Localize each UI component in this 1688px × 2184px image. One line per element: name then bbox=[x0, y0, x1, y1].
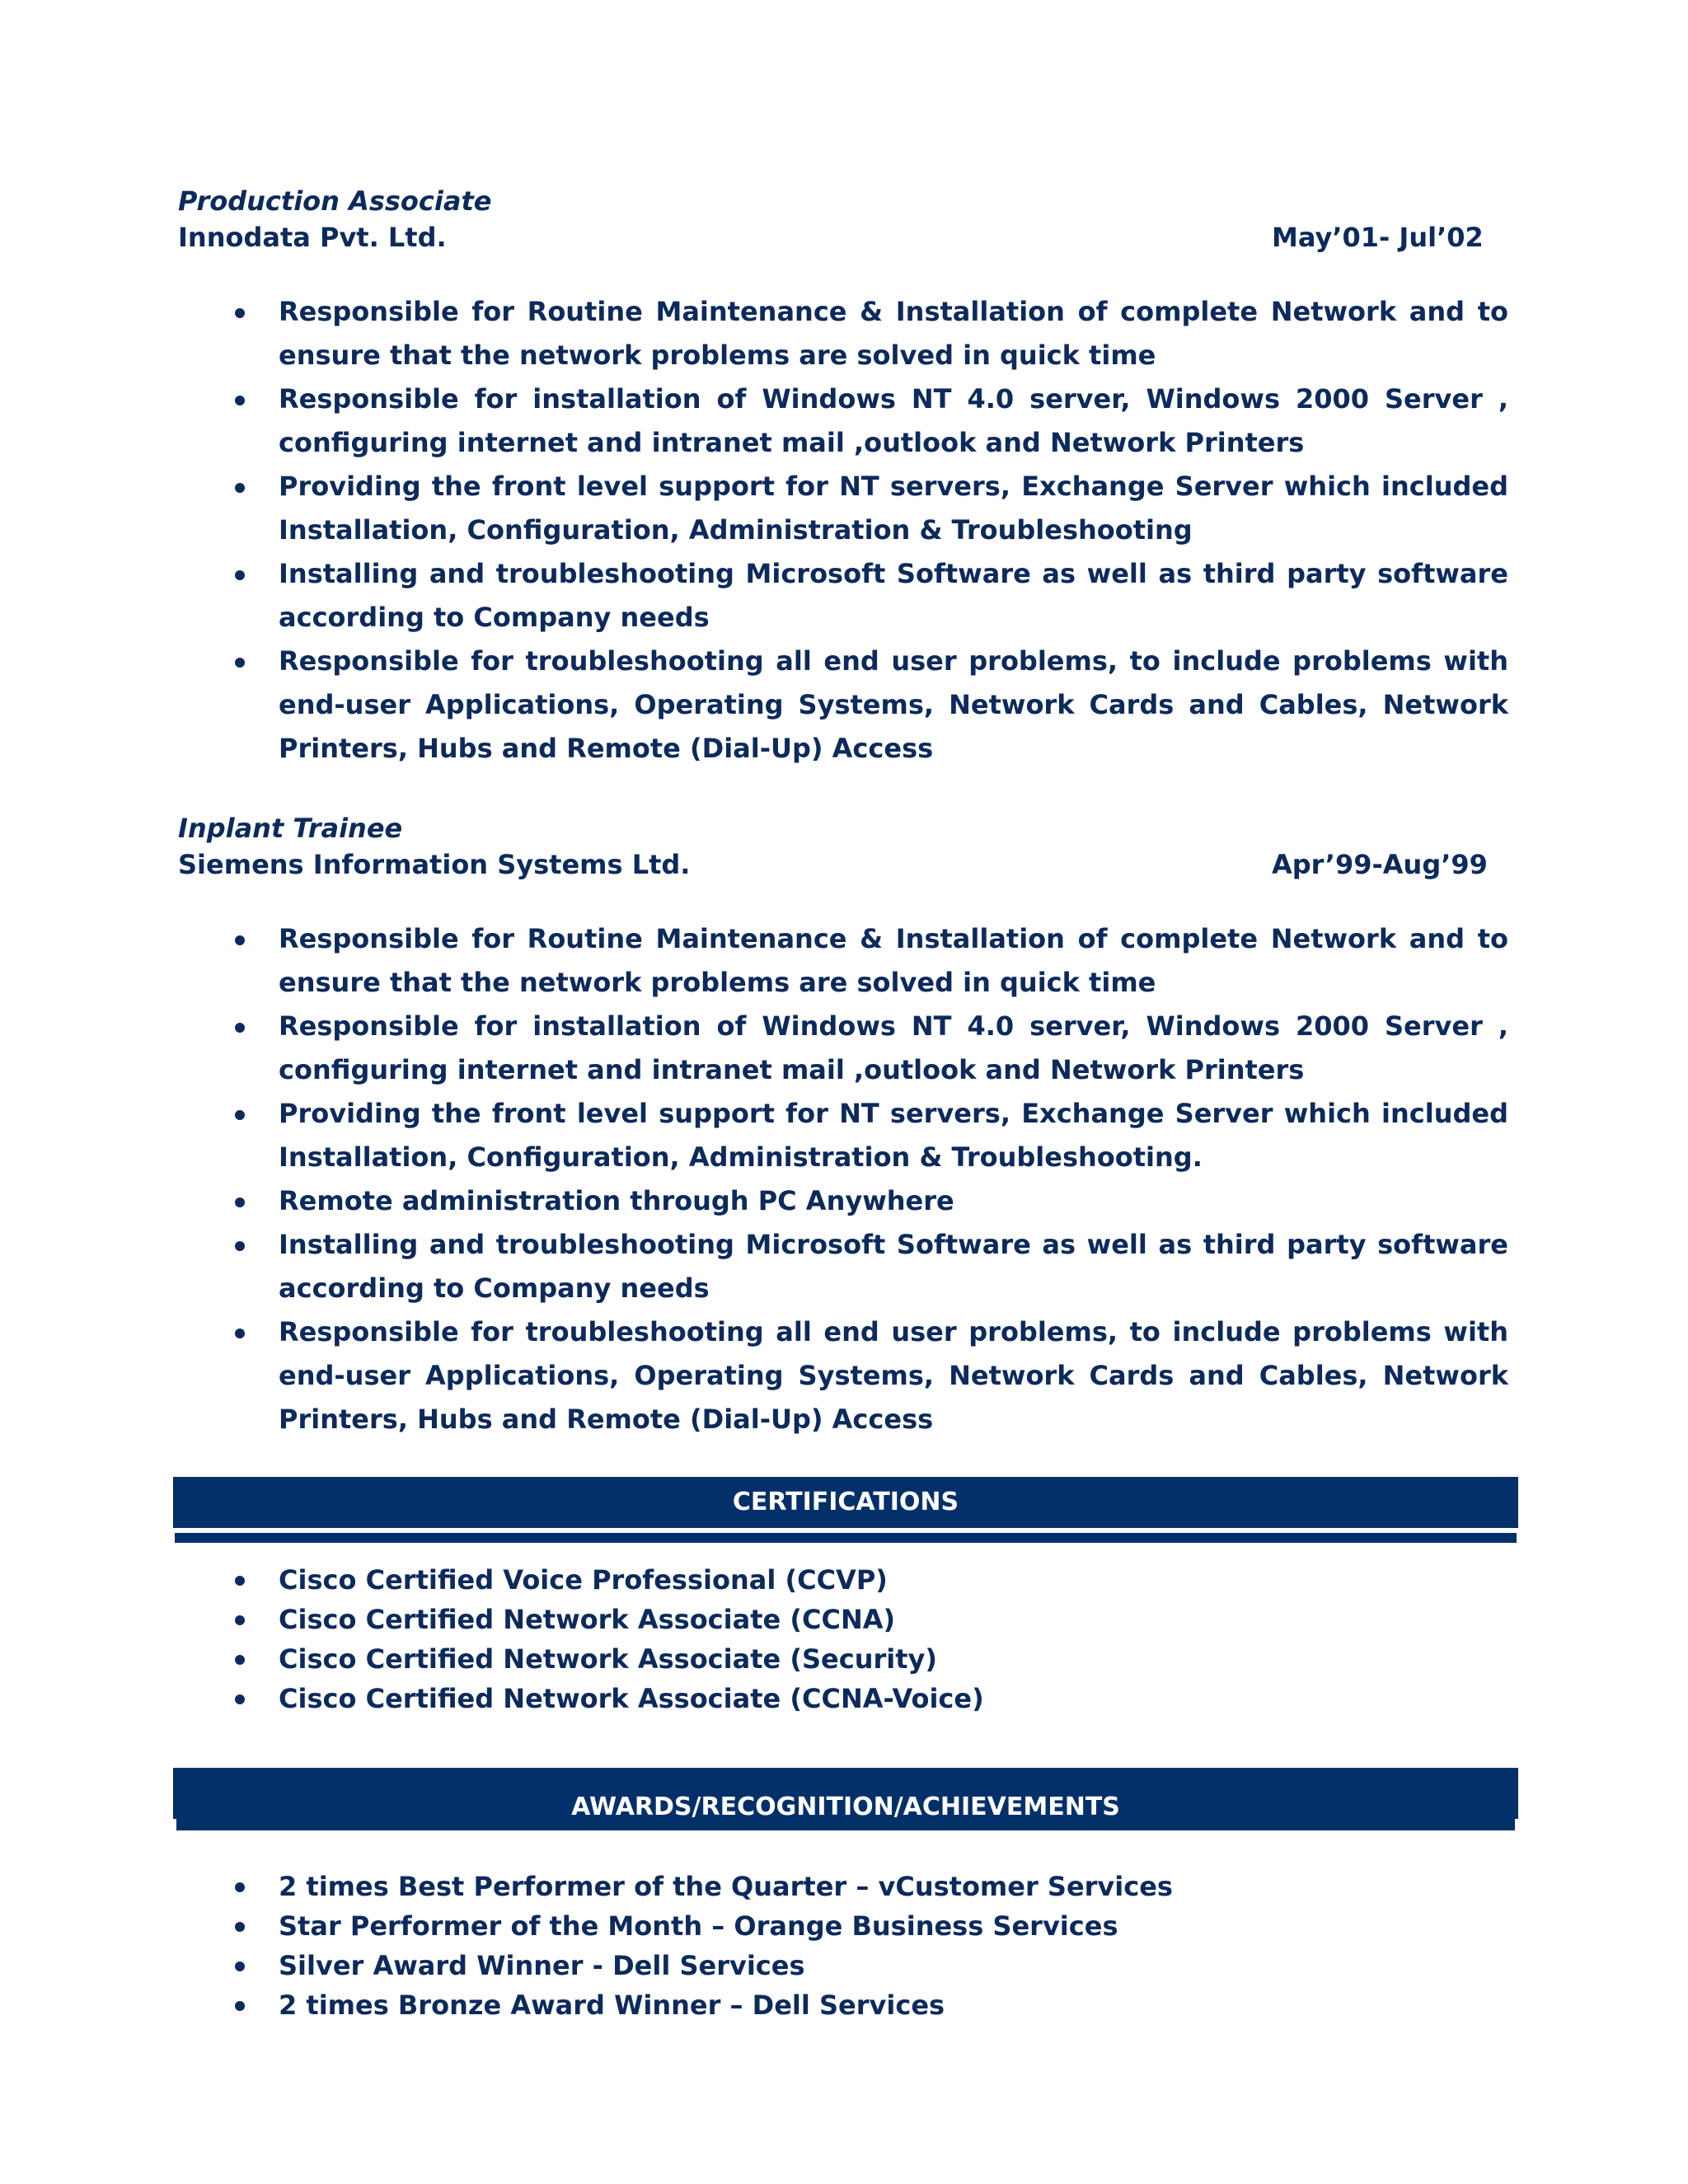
job-entry-production-associate bbox=[178, 183, 1513, 257]
section-divider bbox=[176, 1819, 1515, 1830]
list-item: Providing the front level support for NT servers, Exchange Server which included Installation, Configuration, Administration & Troubleshooting bbox=[226, 465, 1508, 552]
list-item: Cisco Certified Network Associate (CCNA-Voice) bbox=[226, 1679, 1508, 1718]
job-dates: Apr’99-Aug’99 bbox=[1272, 849, 1488, 880]
job-company: Siemens Information Systems Ltd. bbox=[178, 849, 691, 880]
list-item: Silver Award Winner - Dell Services bbox=[226, 1946, 1508, 1985]
job-company-row bbox=[178, 846, 1513, 884]
section-divider bbox=[175, 1533, 1517, 1543]
list-item: Installing and troubleshooting Microsoft Software as well as third party software according to Company needs bbox=[226, 1223, 1508, 1310]
job-responsibilities-list bbox=[226, 290, 1508, 771]
list-item: Providing the front level support for NT servers, Exchange Server which included Installation, Configuration, Administration & Troubleshooting. bbox=[226, 1092, 1508, 1179]
job-company-row bbox=[178, 219, 1513, 257]
job-company: Innodata Pvt. Ltd. bbox=[178, 222, 447, 253]
awards-list bbox=[226, 1867, 1508, 2025]
list-item: Responsible for Routine Maintenance & Installation of complete Network and to ensure that the network problems are solved in quick time bbox=[226, 290, 1508, 377]
list-item: 2 times Best Performer of the Quarter – vCustomer Services bbox=[226, 1867, 1508, 1906]
list-item: Responsible for installation of Windows NT 4.0 server, Windows 2000 Server , configuring internet and intranet mail ,outlook and Network Printers bbox=[226, 1005, 1508, 1092]
list-item: 2 times Bronze Award Winner – Dell Services bbox=[226, 1985, 1508, 2025]
certifications-heading: CERTIFICATIONS bbox=[173, 1477, 1518, 1528]
job-entry-inplant-trainee bbox=[178, 810, 1513, 884]
list-item: Cisco Certified Voice Professional (CCVP) bbox=[226, 1560, 1508, 1600]
list-item: Cisco Certified Network Associate (CCNA) bbox=[226, 1600, 1508, 1639]
job-responsibilities-list bbox=[226, 917, 1508, 1441]
list-item: Responsible for troubleshooting all end user problems, to include problems with end-user Applications, Operating Systems, Network Cards and Cables, Network Printers, Hubs and Remote (Dial-Up) Access bbox=[226, 640, 1508, 771]
list-item: Responsible for troubleshooting all end user problems, to include problems with end-user Applications, Operating Systems, Network Cards and Cables, Network Printers, Hubs and Remote (Dial-Up) Access bbox=[226, 1310, 1508, 1441]
list-item: Responsible for Routine Maintenance & Installation of complete Network and to ensure that the network problems are solved in quick time bbox=[226, 917, 1508, 1005]
certifications-list bbox=[226, 1560, 1508, 1718]
job-title: Production Associate bbox=[178, 185, 492, 217]
list-item: Installing and troubleshooting Microsoft Software as well as third party software according to Company needs bbox=[226, 552, 1508, 640]
awards-heading: AWARDS/RECOGNITION/ACHIEVEMENTS bbox=[173, 1768, 1518, 1819]
list-item: Star Performer of the Month – Orange Business Services bbox=[226, 1906, 1508, 1946]
list-item: Responsible for installation of Windows NT 4.0 server, Windows 2000 Server , configuring internet and intranet mail ,outlook and Network Printers bbox=[226, 377, 1508, 465]
list-item: Remote administration through PC Anywhere bbox=[226, 1179, 1508, 1223]
list-item: Cisco Certified Network Associate (Security) bbox=[226, 1639, 1508, 1679]
job-dates: May’01- Jul’02 bbox=[1272, 222, 1484, 253]
job-title: Inplant Trainee bbox=[178, 813, 403, 844]
